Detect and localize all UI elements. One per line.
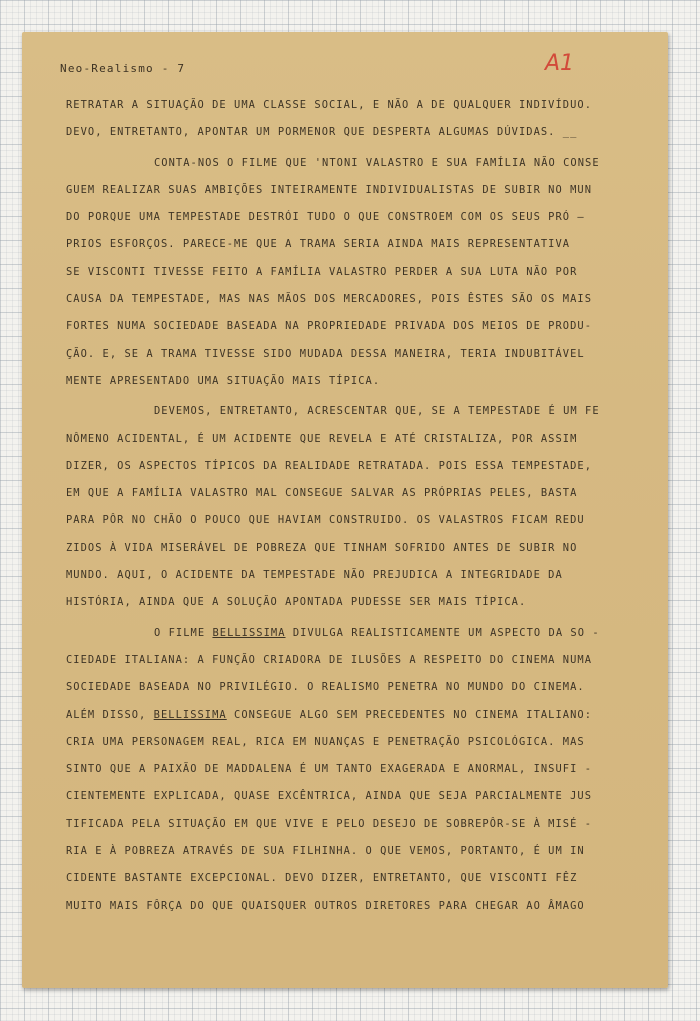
text-line: SINTO QUE A PAIXÃO DE MADDALENA É UM TANTO EXAGERADA E ANORMAL, INSUFI - [66,763,593,776]
text-line: MENTE APRESENTADO UMA SITUAÇÃO MAIS TÍPICA. [66,374,381,387]
underlined-title: BELLISSIMA [153,708,227,721]
text-segment: ALÉM DISSO, [66,708,154,721]
text-line: SOCIEDADE BASEADA NO PRIVILÉGIO. O REALISMO PENETRA NO MUNDO DO CINEMA. [66,681,585,694]
text-line: CIDENTE BASTANTE EXCEPCIONAL. DEVO DIZER, ENTRETANTO, QUE VISCONTI FÊZ [66,872,578,885]
text-line: FORTES NUMA SOCIEDADE BASEADA NA PROPRIEDADE PRIVADA DOS MEIOS DE PRODU- [66,320,593,333]
text-line: CRIA UMA PERSONAGEM REAL, RICA EM NUANÇAS E PENETRAÇÃO PSICOLÓGICA. MAS [66,735,585,748]
text-segment: O FILME [154,626,213,639]
text-line: DIZER, OS ASPECTOS TÍPICOS DA REALIDADE RETRATADA. POIS ESSA TEMPESTADE, [66,459,593,472]
text-line: TIFICADA PELA SITUAÇÃO EM QUE VIVE E PELO DESEJO DE SOBREPÔR-SE À MISÉ - [66,817,593,830]
text-line: HISTÓRIA, AINDA QUE A SOLUÇÃO APONTADA PUDESSE SER MAIS TÍPICA. [66,596,527,609]
text-line: DO PORQUE UMA TEMPESTADE DESTRÓI TUDO O QUE CONSTROEM COM OS SEUS PRÓ — [66,211,585,224]
page-number-mark: A1 [545,51,575,76]
text-line: ÇÃO. E, SE A TRAMA TIVESSE SIDO MUDADA DESSA MANEIRA, TERIA INDUBITÁVEL [66,347,585,360]
text-line [66,702,626,729]
text-segment: DIVULGA REALISTICAMENTE UM ASPECTO DA SO - [285,626,600,639]
text-line: PRIOS ESFORÇOS. PARECE-ME QUE A TRAMA SERIA AINDA MAIS REPRESENTATIVA [66,238,571,251]
text-line: CAUSA DA TEMPESTADE, MAS NAS MÃOS DOS MERCADORES, POIS ÊSTES SÃO OS MAIS [66,293,593,306]
text-line: RIA E À POBREZA ATRAVÉS DE SUA FILHINHA. O QUE VEMOS, PORTANTO, É UM IN [66,845,585,858]
text-line: EM QUE A FAMÍLIA VALASTRO MAL CONSEGUE SALVAR AS PRÓPRIAS PELES, BASTA [66,487,578,500]
header-title: Neo-Realismo - 7 [60,62,186,75]
text-line: RETRATAR A SITUAÇÃO DE UMA CLASSE SOCIAL, E NÃO A DE QUALQUER INDIVÍDUO. [66,99,593,111]
text-line: DEVO, ENTRETANTO, APONTAR UM PORMENOR QUE DESPERTA ALGUMAS DÚVIDAS. __ [66,126,578,139]
text-line: MUITO MAIS FÔRÇA DO QUE QUAISQUER OUTROS DIRETORES PARA CHEGAR AO ÂMAGO [66,899,585,912]
text-line: PARA PÔR NO CHÃO O POUCO QUE HAVIAM CONSTRUIDO. OS VALASTROS FICAM REDU [66,514,585,527]
body-text [66,92,626,920]
text-line: DEVEMOS, ENTRETANTO, ACRESCENTAR QUE, SE A TEMPESTADE É UM FE [154,405,600,418]
text-line: ZIDOS À VIDA MISERÁVEL DE POBREZA QUE TINHAM SOFRIDO ANTES DE SUBIR NO [66,541,578,554]
text-line: GUEM REALIZAR SUAS AMBIÇÕES INTEIRAMENTE INDIVIDUALISTAS DE SUBIR NO MUN [66,183,593,196]
text-line: CIEDADE ITALIANA: A FUNÇÃO CRIADORA DE ILUSÕES A RESPEITO DO CINEMA NUMA [66,653,593,666]
text-line: SE VISCONTI TIVESSE FEITO A FAMÍLIA VALASTRO PERDER A SUA LUTA NÃO POR [66,265,578,278]
text-line: NÔMENO ACIDENTAL, É UM ACIDENTE QUE REVELA E ATÉ CRISTALIZA, POR ASSIM [66,432,578,445]
text-segment: CONSEGUE ALGO SEM PRECEDENTES NO CINEMA ITALIANO: [226,708,593,721]
text-line: CONTA-NOS O FILME QUE 'NTONI VALASTRO E SUA FAMÍLIA NÃO CONSE [154,156,600,169]
page-header [60,51,620,77]
typewritten-page [22,32,668,988]
text-line: MUNDO. AQUI, O ACIDENTE DA TEMPESTADE NÃO PREJUDICA A INTEGRIDADE DA [66,569,563,582]
text-line: CIENTEMENTE EXPLICADA, QUASE EXCÊNTRICA, AINDA QUE SEJA PARCIALMENTE JUS [66,790,593,803]
text-line [66,620,626,647]
underlined-title: BELLISSIMA [212,626,286,639]
